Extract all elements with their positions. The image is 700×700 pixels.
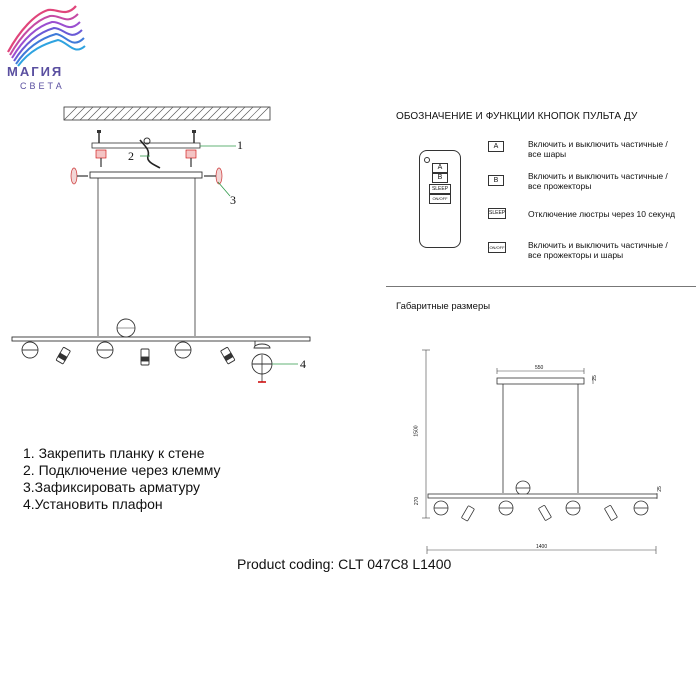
- step-4: 4.Установить плафон: [23, 496, 163, 512]
- callout-3: 3: [230, 193, 236, 207]
- key-badge-a: A: [488, 141, 504, 152]
- dimensions-title: Габаритные размеры: [396, 301, 491, 312]
- remote-key-onoff: ON/OFF: [429, 194, 451, 204]
- brand-subname: СВЕТА: [20, 81, 65, 91]
- remote-key-a: A: [432, 163, 448, 173]
- function-onoff-text: Включить и выключить частичные / все прожекторы и шары: [528, 240, 668, 260]
- function-sleep-text: Отключение люстры через 10 секунд: [528, 209, 676, 219]
- key-badge-onoff: ON/OFF: [488, 242, 506, 253]
- dim-bar-height: 25: [656, 486, 663, 492]
- dim-body-height: 270: [414, 496, 421, 506]
- remote-key-sleep: SLEEP: [429, 184, 451, 194]
- callout-1: 1: [237, 138, 243, 152]
- dim-total-height: 1500: [413, 425, 420, 437]
- step-2: 2. Подключение через клемму: [23, 462, 221, 478]
- key-badge-b: B: [488, 175, 504, 186]
- remote-title: ОБОЗНАЧЕНИЕ И ФУНКЦИИ КНОПОК ПУЛЬТА ДУ: [396, 111, 638, 122]
- step-3: 3.Зафиксировать арматуру: [23, 479, 201, 495]
- remote-key-b: B: [432, 173, 448, 183]
- function-a-text: Включить и выключить частичные / все шары: [528, 139, 668, 159]
- dim-total-width: 1400: [536, 544, 548, 550]
- brand-name: МАГИЯ: [7, 64, 64, 79]
- dim-canopy-height: 25: [591, 375, 598, 381]
- key-badge-sleep: SLEEP: [488, 208, 506, 219]
- dim-canopy-width: 550: [535, 365, 544, 371]
- product-coding: Product coding: CLT 047C8 L1400: [237, 556, 452, 572]
- callout-2: 2: [128, 149, 134, 163]
- step-1: 1. Закрепить планку к стене: [23, 445, 205, 461]
- callout-4: 4: [300, 357, 306, 371]
- function-b-text: Включить и выключить частичные / все прожекторы: [528, 171, 668, 191]
